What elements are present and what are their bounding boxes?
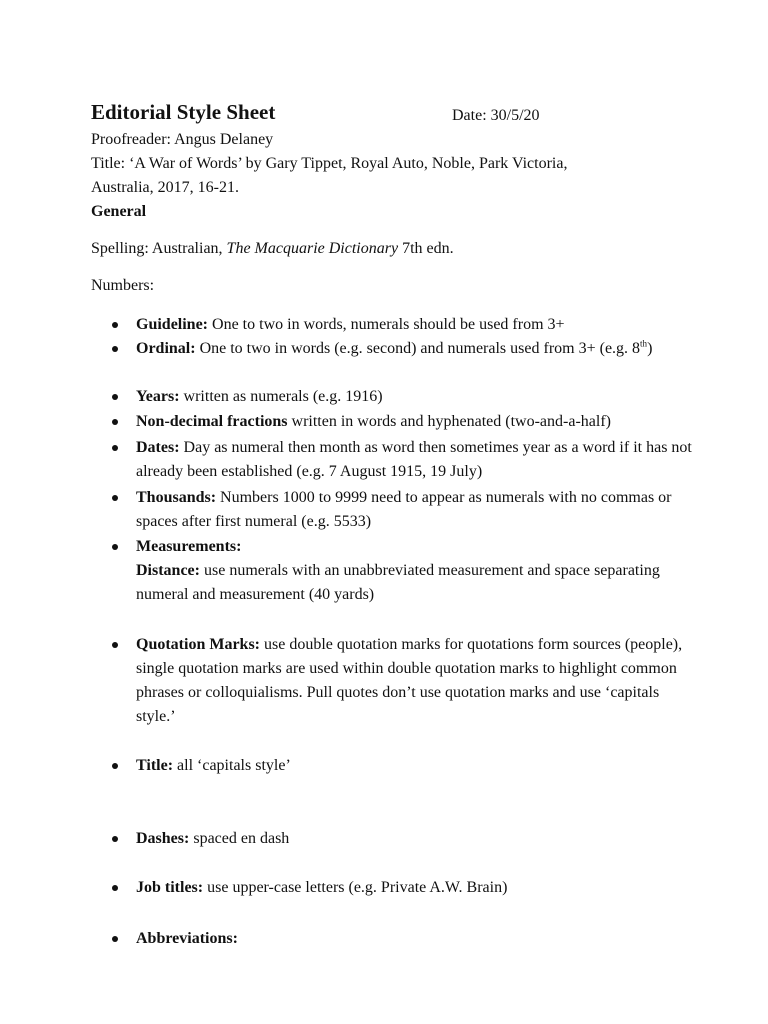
- bullet-icon: [112, 936, 118, 942]
- numbers-heading: Numbers:: [91, 277, 155, 294]
- bullet-icon: [112, 419, 118, 425]
- rule-text: use upper-case letters (e.g. Private A.W. Brain): [203, 879, 508, 896]
- rule-label: Years:: [136, 388, 180, 405]
- source-title-line: Title: ‘A War of Words’ by Gary Tippet, Royal Auto, Noble, Park Victoria,: [91, 155, 568, 172]
- rule-label: Measurements:: [136, 538, 242, 555]
- distance-label: Distance:: [136, 562, 200, 579]
- ordinal-suffix: th: [640, 338, 648, 349]
- bullet-icon: [112, 394, 118, 400]
- bullet-icon: [112, 885, 118, 891]
- list-item: [136, 633, 696, 729]
- rule-label: Quotation Marks:: [136, 636, 260, 653]
- bullet-icon: [112, 322, 118, 328]
- bullet-icon: [112, 544, 118, 550]
- rule-text: spaced en dash: [189, 830, 290, 847]
- source-title-line-2: Australia, 2017, 16-21.: [91, 179, 239, 196]
- rule-text: written in words and hyphenated (two-and-a-half): [287, 413, 611, 430]
- rule-text: Numbers 1000 to 9999 need to appear as numerals with no commas or spaces after first numeral (e.g. 5533): [136, 489, 672, 530]
- rule-label: Abbreviations:: [136, 930, 238, 947]
- bullet-icon: [112, 642, 118, 648]
- rule-text: One to two in words (e.g. second) and numerals used from 3+ (e.g. 8: [195, 340, 641, 357]
- rule-text-end: ): [647, 340, 653, 357]
- bullet-icon: [112, 346, 118, 352]
- rule-text: One to two in words, numerals should be used from 3+: [208, 316, 565, 333]
- dictionary-edition: 7th edn.: [398, 240, 454, 257]
- proofreader-line: Proofreader: Angus Delaney: [91, 131, 274, 148]
- rule-label: Ordinal:: [136, 340, 196, 357]
- bullet-icon: [112, 836, 118, 842]
- spelling-prefix: Spelling: Australian,: [91, 240, 227, 257]
- list-item: [136, 313, 696, 337]
- rule-label: Guideline:: [136, 316, 209, 333]
- rule-text: written as numerals (e.g. 1916): [179, 388, 383, 405]
- spelling-line: [91, 237, 454, 261]
- bullet-icon: [112, 445, 118, 451]
- rule-label: Thousands:: [136, 489, 217, 506]
- rule-text: all ‘capitals style’: [173, 757, 291, 774]
- list-item: [136, 436, 696, 484]
- list-item: [136, 486, 696, 534]
- section-heading-general: General: [91, 203, 147, 220]
- rule-label: Job titles:: [136, 879, 204, 896]
- list-item: [136, 827, 696, 851]
- bullet-icon: [112, 495, 118, 501]
- rule-label: Title:: [136, 757, 174, 774]
- list-item: [136, 927, 696, 951]
- dictionary-name: The Macquarie Dictionary: [226, 240, 399, 257]
- list-item: [136, 410, 696, 434]
- distance-text: use numerals with an unabbreviated measurement and space separating numeral and measurement (40 yards): [136, 562, 660, 603]
- document-date: Date: 30/5/20: [452, 107, 540, 124]
- rule-label: Dates:: [136, 439, 180, 456]
- bullet-icon: [112, 763, 118, 769]
- document-title: Editorial Style Sheet: [91, 100, 276, 124]
- list-item: [136, 385, 696, 409]
- list-item: [136, 754, 696, 778]
- list-item: [136, 876, 696, 900]
- rule-text: use double quotation marks for quotations form sources (people), single quotation marks are used within double quotation marks to highlight common phrases or colloquialisms. Pull quotes don’t use quotation marks and use ‘capitals style.’: [136, 636, 683, 725]
- rule-label: Dashes:: [136, 830, 190, 847]
- rule-text: Day as numeral then month as word then sometimes year as a word if it has not already been established (e.g. 7 August 1915, 19 July): [136, 439, 692, 480]
- list-item: [136, 337, 696, 361]
- rule-label: Non-decimal fractions: [136, 413, 288, 430]
- list-item: [136, 535, 696, 607]
